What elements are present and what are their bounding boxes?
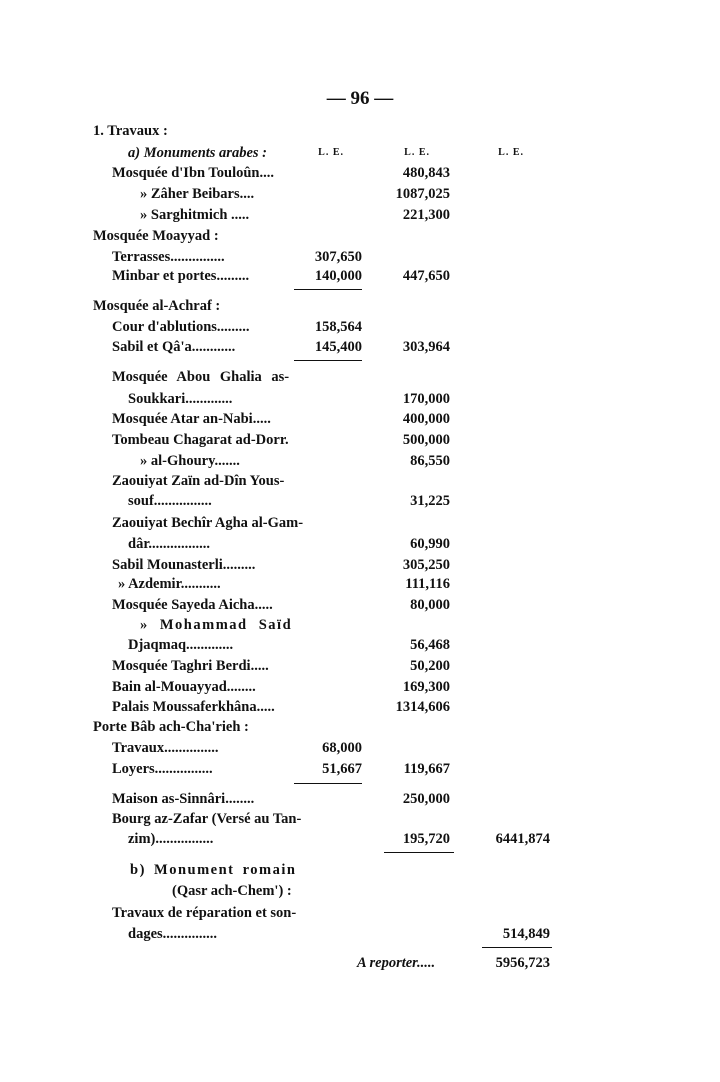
entry-row [0,595,720,615]
page-number: — 96 — [326,88,394,109]
entry-row [0,163,720,183]
entry-label: Maison as-Sinnâri........ [112,791,255,807]
entry-row [0,656,720,676]
entry-label-line2: zim)................ [128,831,214,847]
subtotal-rule [294,783,362,784]
entry-label: Sabil Mounasterli......... [112,557,256,573]
entry-value: 140,000 [314,268,362,284]
entry-value: 1087,025 [395,186,450,202]
entry-label: Mosquée Sayeda Aicha..... [112,597,273,613]
entry-label: Tombeau Chagarat ad-Dorr. [112,432,289,448]
entry-label: Terrasses............... [112,249,225,265]
entry-value: 50,200 [410,658,450,674]
entry-row [0,555,720,575]
entry-label-line1: Zaouiyat Bechîr Agha al-Gam- [112,515,304,531]
entry-value: 400,000 [402,411,450,427]
entry-label-line1: Mosquée Abou Ghalia as- [112,369,290,385]
entry-row [0,184,720,204]
column-header-3: L. E. [498,147,524,158]
entry-value: 169,300 [402,679,450,695]
entry-row [0,759,720,779]
subtotal-rule [384,852,454,853]
entry-label: Mosquée Atar an-Nabi..... [112,411,271,427]
entry-row [0,430,720,450]
entry-value: 221,300 [402,207,450,223]
entry-row [0,903,720,923]
entry-label: Palais Moussaferkhâna..... [112,699,275,715]
entry-row [0,789,720,809]
entry-row [0,615,720,635]
subsection-a-row [0,143,720,163]
entry-total: 303,964 [402,339,450,355]
entry-value: 31,225 [410,493,450,509]
entry-label-line1: Travaux de réparation et son- [112,905,297,921]
entry-label-line2: souf................ [128,493,212,509]
group-heading: Mosquée Moayyad : [93,228,219,244]
entry-label: » Zâher Beibars.... [140,186,255,202]
entry-row [0,471,720,491]
subsection-b-row [0,860,720,880]
entry-label-line1: Zaouiyat Zaïn ad-Dîn Yous- [112,473,285,489]
entry-row [0,367,720,387]
subtotal-rule [294,289,362,290]
subsection-b-title: b) Monument romain [130,862,297,878]
entry-label-line2: dages............... [128,926,218,942]
entry-label: Cour d'ablutions......... [112,319,250,335]
subsection-b-subtitle: (Qasr ach-Chem') : [172,883,292,899]
entry-label-line1: Bourg az-Zafar (Versé au Tan- [112,811,302,827]
entry-value: 60,990 [410,536,450,552]
section-title: 1. Travaux : [93,123,168,139]
entry-row [0,513,720,533]
entry-label-line2: Soukkari............. [128,391,233,407]
entry-row [0,809,720,829]
entry-label-line2: Djaqmaq............. [128,637,234,653]
entry-row [0,677,720,697]
total-rule [482,947,552,948]
entry-value: 56,468 [410,637,450,653]
entry-row [0,574,720,594]
entry-label-line2: dâr................. [128,536,211,552]
entry-row [0,266,720,286]
entry-value: 250,000 [402,791,450,807]
entry-value: 51,667 [322,761,362,777]
subsection-a-title: a) Monuments arabes : [128,145,267,161]
entry-value: 500,000 [402,432,450,448]
entry-value: 514,849 [502,926,550,942]
group-heading-row [0,226,720,246]
subtotal-rule [294,360,362,361]
section-title-row [0,121,720,141]
entry-value: 111,116 [405,576,450,592]
entry-label: » Sarghitmich ..... [140,207,250,223]
entry-label: Minbar et portes......... [112,268,250,284]
carry-forward-value: 5956,723 [495,955,550,971]
entry-value: 307,650 [314,249,362,265]
entry-total: 447,650 [402,268,450,284]
entry-label: Mosquée d'Ibn Touloûn.... [112,165,274,181]
carry-forward-row [0,953,720,973]
entry-row [0,389,720,409]
entry-label: Bain al-Mouayyad........ [112,679,256,695]
entry-row [0,247,720,267]
entry-label: Loyers................ [112,761,213,777]
entry-row [0,317,720,337]
entry-value: 80,000 [410,597,450,613]
entry-row [0,697,720,717]
subsection-b-row [0,881,720,901]
entry-label: Travaux............... [112,740,219,756]
entry-label: » Azdemir........... [118,576,221,592]
entry-row [0,924,720,944]
entry-row [0,337,720,357]
entry-value: 170,000 [402,391,450,407]
entry-row [0,534,720,554]
entry-total: 119,667 [403,761,450,777]
entry-label: » al-Ghoury....... [140,453,240,469]
section-total: 6441,874 [495,831,550,847]
entry-label-line1: » Mohammad Saïd [140,617,293,633]
entry-value: 195,720 [402,831,450,847]
group-heading: Mosquée al-Achraf : [93,298,221,314]
entry-value: 305,250 [402,557,450,573]
entry-row [0,829,720,849]
entry-row [0,205,720,225]
entry-value: 68,000 [322,740,362,756]
group-heading-row [0,717,720,737]
column-header-2: L. E. [404,147,430,158]
group-heading-row [0,296,720,316]
entry-row [0,635,720,655]
entry-row [0,491,720,511]
entry-label: Sabil et Qâ'a............ [112,339,236,355]
entry-value: 1314,606 [395,699,450,715]
entry-value: 86,550 [410,453,450,469]
entry-row [0,738,720,758]
column-header-1: L. E. [318,147,344,158]
entry-value: 145,400 [314,339,362,355]
entry-value: 158,564 [314,319,362,335]
entry-label: Mosquée Taghri Berdi..... [112,658,269,674]
group-heading: Porte Bâb ach-Cha'rieh : [93,719,249,735]
entry-row [0,409,720,429]
carry-forward-label: A reporter..... [357,955,436,971]
entry-row [0,451,720,471]
entry-value: 480,843 [402,165,450,181]
